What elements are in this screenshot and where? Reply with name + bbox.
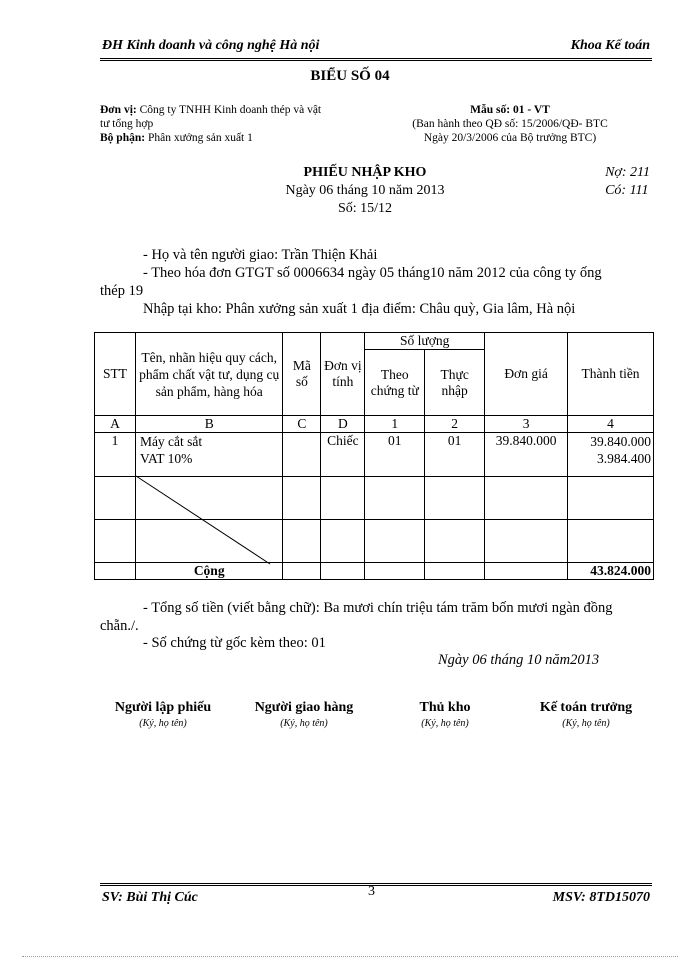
col-letter: 2 xyxy=(425,416,485,433)
col-letter: 1 xyxy=(365,416,425,433)
amount-in-words-cont: chẵn./. xyxy=(100,618,139,634)
col-letter: B xyxy=(135,416,283,433)
signature-chief-accountant xyxy=(516,700,656,729)
template-code: Mẫu số: 01 - VT xyxy=(470,104,550,116)
unit-value: Công ty TNHH Kinh doanh thép và vật xyxy=(139,104,322,116)
school-name: ĐH Kinh doanh và công nghệ Hà nội xyxy=(102,38,320,53)
student-name: SV: Bùi Thị Cúc xyxy=(102,890,198,905)
invoice-line-cont: thép 19 xyxy=(100,283,144,299)
cell-item-vat: VAT 10% xyxy=(139,451,193,466)
header-amount: Thành tiền xyxy=(568,333,654,416)
total-label: Cộng xyxy=(135,563,283,580)
student-id: MSV: 8TD15070 xyxy=(552,890,650,905)
unit-label: Đơn vị: xyxy=(100,104,137,116)
signature-sub: (Ký, họ tên) xyxy=(562,718,610,729)
signature-storekeeper xyxy=(375,700,515,729)
cell-unit: Chiếc xyxy=(321,433,365,477)
header-unit: Đơn vị tính xyxy=(321,333,365,416)
header-qty: Số lượng xyxy=(365,333,485,350)
signature-title: Người lập phiếu xyxy=(114,700,212,715)
cell-qty-real: 01 xyxy=(425,433,485,477)
faculty-name: Khoa Kế toán xyxy=(570,38,650,53)
signature-deliverer xyxy=(234,700,374,729)
signature-title: Kế toán trưởng xyxy=(539,700,633,715)
cell-price: 39.840.000 xyxy=(485,433,568,477)
page-break-line xyxy=(22,956,678,957)
signature-preparer xyxy=(93,700,233,729)
header-name: Tên, nhãn hiệu quy cách, phẩm chất vật tư, dụng cụ sản phẩm, hàng hóa xyxy=(135,333,283,416)
debit-account: Nợ: 211 xyxy=(605,165,650,180)
col-letter: 4 xyxy=(568,416,654,433)
attached-docs: - Số chứng từ gốc kèm theo: 01 xyxy=(143,635,326,651)
dept-label: Bộ phận: xyxy=(100,132,146,144)
signature-sub: (Ký, họ tên) xyxy=(280,718,328,729)
amount-in-words: - Tổng số tiền (viết bằng chữ): Ba mươi chín triệu tám trăm bốn mươi ngàn đồng xyxy=(143,600,613,616)
deliverer-line: - Họ và tên người giao: Trần Thiện Khải xyxy=(143,247,378,263)
cell-stt: 1 xyxy=(95,433,136,477)
credit-account: Có: 111 xyxy=(605,183,649,198)
invoice-line: - Theo hóa đơn GTGT số 0006634 ngày 05 tháng10 năm 2012 của công ty ống xyxy=(143,265,602,281)
footer-rule xyxy=(100,883,652,886)
col-letter: A xyxy=(95,416,136,433)
signature-sub: (Ký, họ tên) xyxy=(421,718,469,729)
doc-date: Ngày 06 tháng 10 năm 2013 xyxy=(285,183,445,198)
unit-value-cont: tư tổng hợp xyxy=(100,118,154,130)
cell-amount: 39.840.000 xyxy=(590,434,651,449)
page-number: 3 xyxy=(368,884,375,899)
col-letter: C xyxy=(283,416,321,433)
template-decision: (Ban hành theo QĐ số: 15/2006/QĐ- BTC xyxy=(412,118,608,130)
signature-sub: (Ký, họ tên) xyxy=(139,718,187,729)
header-price: Đơn giá xyxy=(485,333,568,416)
cell-item-name: Máy cắt sắt xyxy=(139,434,203,449)
total-value: 43.824.000 xyxy=(568,563,654,580)
dept-value: Phân xưởng sản xuất 1 xyxy=(147,132,253,144)
template-date: Ngày 20/3/2006 của Bộ trưởng BTC) xyxy=(423,132,597,144)
cell-qty-doc: 01 xyxy=(365,433,425,477)
cell-vat-amount: 3.984.400 xyxy=(597,451,651,466)
warehouse-line: Nhập tại kho: Phân xưởng sản xuất 1 địa điểm: Châu quỳ, Gia lâm, Hà nội xyxy=(143,301,576,317)
col-letter: 3 xyxy=(485,416,568,433)
header-qty-doc: Theo chứng từ xyxy=(365,350,425,416)
doc-title: PHIẾU NHẬP KHO xyxy=(303,165,427,180)
signature-title: Người giao hàng xyxy=(254,700,354,715)
doc-number: Số: 15/12 xyxy=(337,201,393,216)
form-title: BIỂU SỐ 04 xyxy=(310,68,390,84)
header-qty-real: Thực nhập xyxy=(425,350,485,416)
sign-date: Ngày 06 tháng 10 năm2013 xyxy=(438,652,600,668)
header-stt: STT xyxy=(95,333,136,416)
col-letter: D xyxy=(321,416,365,433)
header-code: Mã số xyxy=(283,333,321,416)
signature-title: Thủ kho xyxy=(419,700,471,715)
